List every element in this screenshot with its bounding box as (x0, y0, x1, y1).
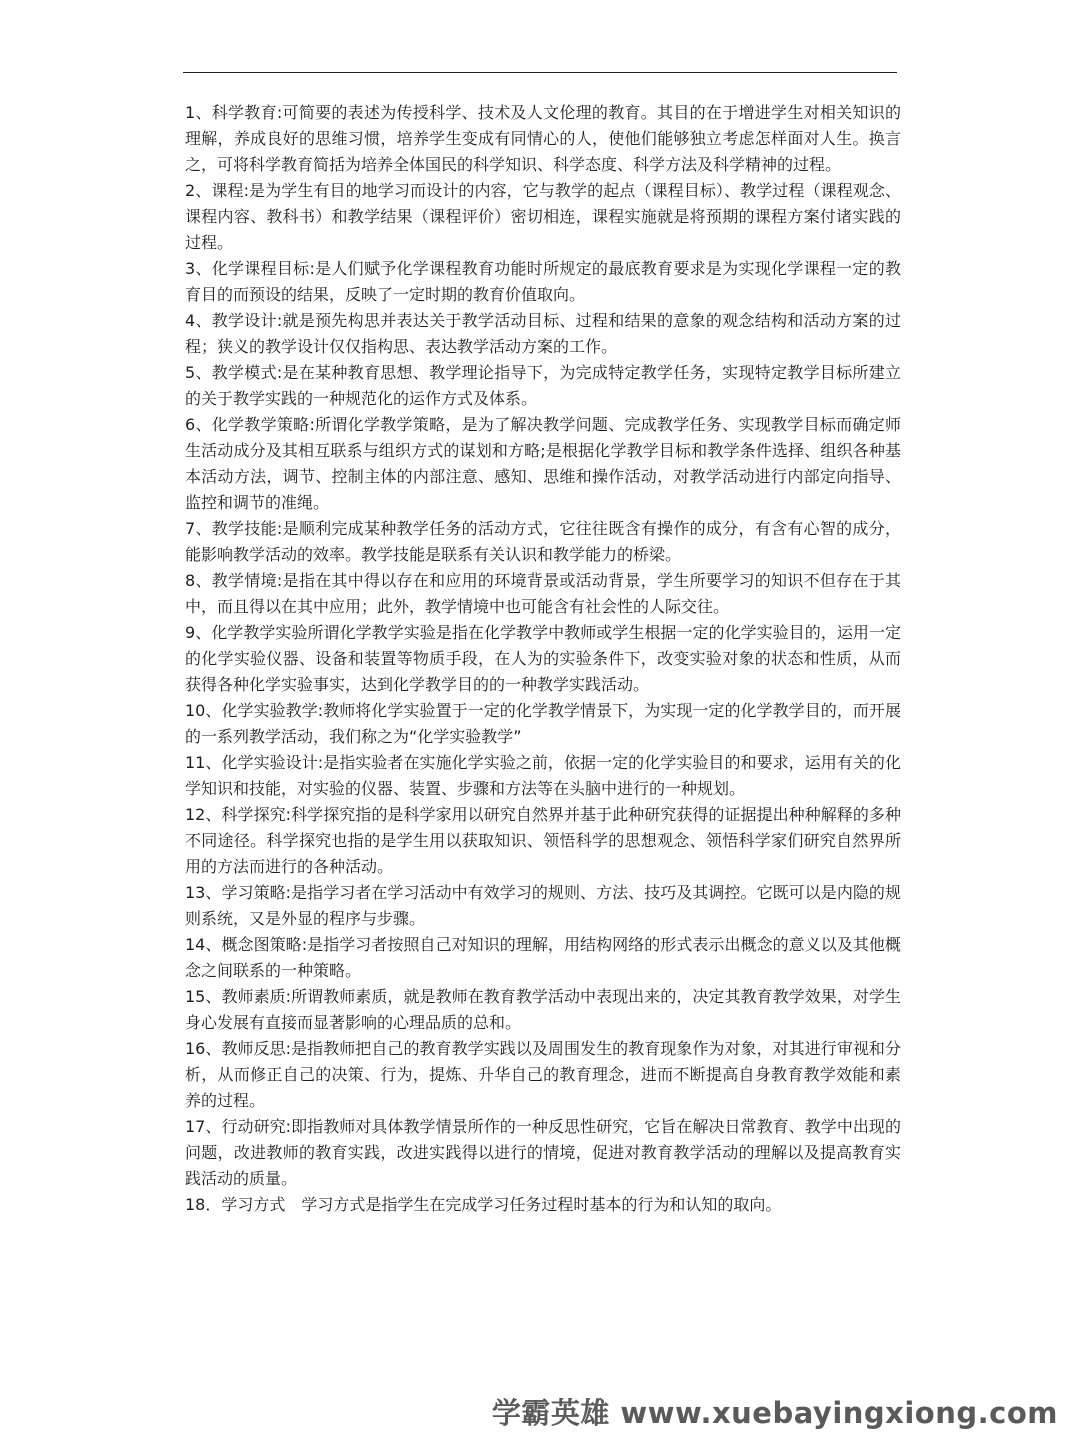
definition-paragraph: 1、科学教育:可简要的表述为传授科学、技术及人文伦理的教育。其目的在于增进学生对相关知识的理解，养成良好的思维习惯，培养学生变成有同情心的人，使他们能够独立考虑怎样面对人生。换言之，可将科学教育简括为培养全体国民的科学知识、科学态度、科学方法及科学精神的过程。 (185, 103, 901, 174)
definition-paragraph: 11、化学实验设计:是指实验者在实施化学实验之前，依据一定的化学实验目的和要求，运用有关的化学知识和技能，对实验的仪器、装置、步骤和方法等在头脑中进行的一种规划。 (185, 753, 901, 798)
definition-paragraph: 8、教学情境:是指在其中得以存在和应用的环境背景或活动背景，学生所要学习的知识不但存在于其中，而且得以在其中应用；此外，教学情境中也可能含有社会性的人际交往。 (185, 571, 901, 616)
definition-paragraph: 2、课程:是为学生有目的地学习而设计的内容，它与教学的起点（课程目标）、教学过程（课程观念、课程内容、教科书）和教学结果（课程评价）密切相连，课程实施就是将预期的课程方案付诸实践的过程。 (185, 181, 901, 252)
definition-paragraph: 17、行动研究:即指教师对具体教学情景所作的一种反思性研究，它旨在解决日常教育、教学中出现的问题，改进教师的教育实践，改进实践得以进行的情境，促进对教育教学活动的理解以及提高教育实践活动的质量。 (185, 1117, 901, 1188)
definition-paragraph: 5、教学模式:是在某种教育思想、教学理论指导下，为完成特定教学任务，实现特定教学目标所建立的关于教学实践的一种规范化的运作方式及体系。 (185, 363, 901, 408)
definition-paragraph: 4、教学设计:就是预先构思并表达关于教学活动目标、过程和结果的意象的观念结构和活动方案的过程；狭义的教学设计仅仅指构思、表达教学活动方案的工作。 (185, 311, 901, 356)
definition-paragraph: 10、化学实验教学:教师将化学实验置于一定的化学教学情景下，为实现一定的化学教学目的，而开展的一系列教学活动，我们称之为“化学实验教学” (185, 701, 901, 746)
definition-paragraph: 18．学习方式 学习方式是指学生在完成学习任务过程时基本的行为和认知的取向。 (185, 1195, 782, 1214)
document-body (185, 100, 901, 1218)
header-rule (183, 72, 897, 73)
definition-paragraph: 7、教学技能:是顺利完成某种教学任务的活动方式，它往往既含有操作的成分，有含有心智的成分，能影响教学活动的效率。教学技能是联系有关认识和教学能力的桥梁。 (185, 519, 901, 564)
definition-paragraph: 3、化学课程目标:是人们赋予化学课程教育功能时所规定的最底教育要求是为实现化学课程一定的教育目的而预设的结果，反映了一定时期的教育价值取向。 (185, 259, 901, 304)
definition-paragraph: 12、科学探究:科学探究指的是科学家用以研究自然界并基于此种研究获得的证据提出种种解释的多种不同途径。科学探究也指的是学生用以获取知识、领悟科学的思想观念、领悟科学家们研究自然界所用的方法而进行的各种活动。 (185, 805, 901, 876)
definition-paragraph: 15、教师素质:所谓教师素质，就是教师在教育教学活动中表现出来的，决定其教育教学效果，对学生身心发展有直接而显著影响的心理品质的总和。 (185, 987, 901, 1032)
definition-paragraph: 13、学习策略:是指学习者在学习活动中有效学习的规则、方法、技巧及其调控。它既可以是内隐的规则系统，又是外显的程序与步骤。 (185, 883, 901, 928)
definition-paragraph: 9、化学教学实验所谓化学教学实验是指在化学教学中教师或学生根据一定的化学实验目的，运用一定的化学实验仪器、设备和装置等物质手段，在人为的实验条件下，改变实验对象的状态和性质，从而获得各种化学实验事实，达到化学教学目的的一种教学实践活动。 (185, 623, 901, 694)
definition-paragraph: 14、概念图策略:是指学习者按照自己对知识的理解，用结构网络的形式表示出概念的意义以及其他概念之间联系的一种策略。 (185, 935, 901, 980)
definition-paragraph: 6、化学教学策略:所谓化学教学策略，是为了解决教学问题、完成教学任务、实现教学目标而确定师生活动成分及其相互联系与组织方式的谋划和方略;是根据化学教学目标和教学条件选择、组织各种基本活动方法，调节、控制主体的内部注意、感知、思维和操作活动，对教学活动进行内部定向指导、监控和调节的准绳。 (185, 415, 901, 512)
definition-paragraph: 16、教师反思:是指教师把自己的教育教学实践以及周围发生的教育现象作为对象，对其进行审视和分析，从而修正自己的决策、行为，提炼、升华自己的教育理念，进而不断提高自身教育教学效能和素养的过程。 (185, 1039, 901, 1110)
site-watermark: 学霸英雄 www.xuebayingxiong.com (491, 1396, 1058, 1430)
